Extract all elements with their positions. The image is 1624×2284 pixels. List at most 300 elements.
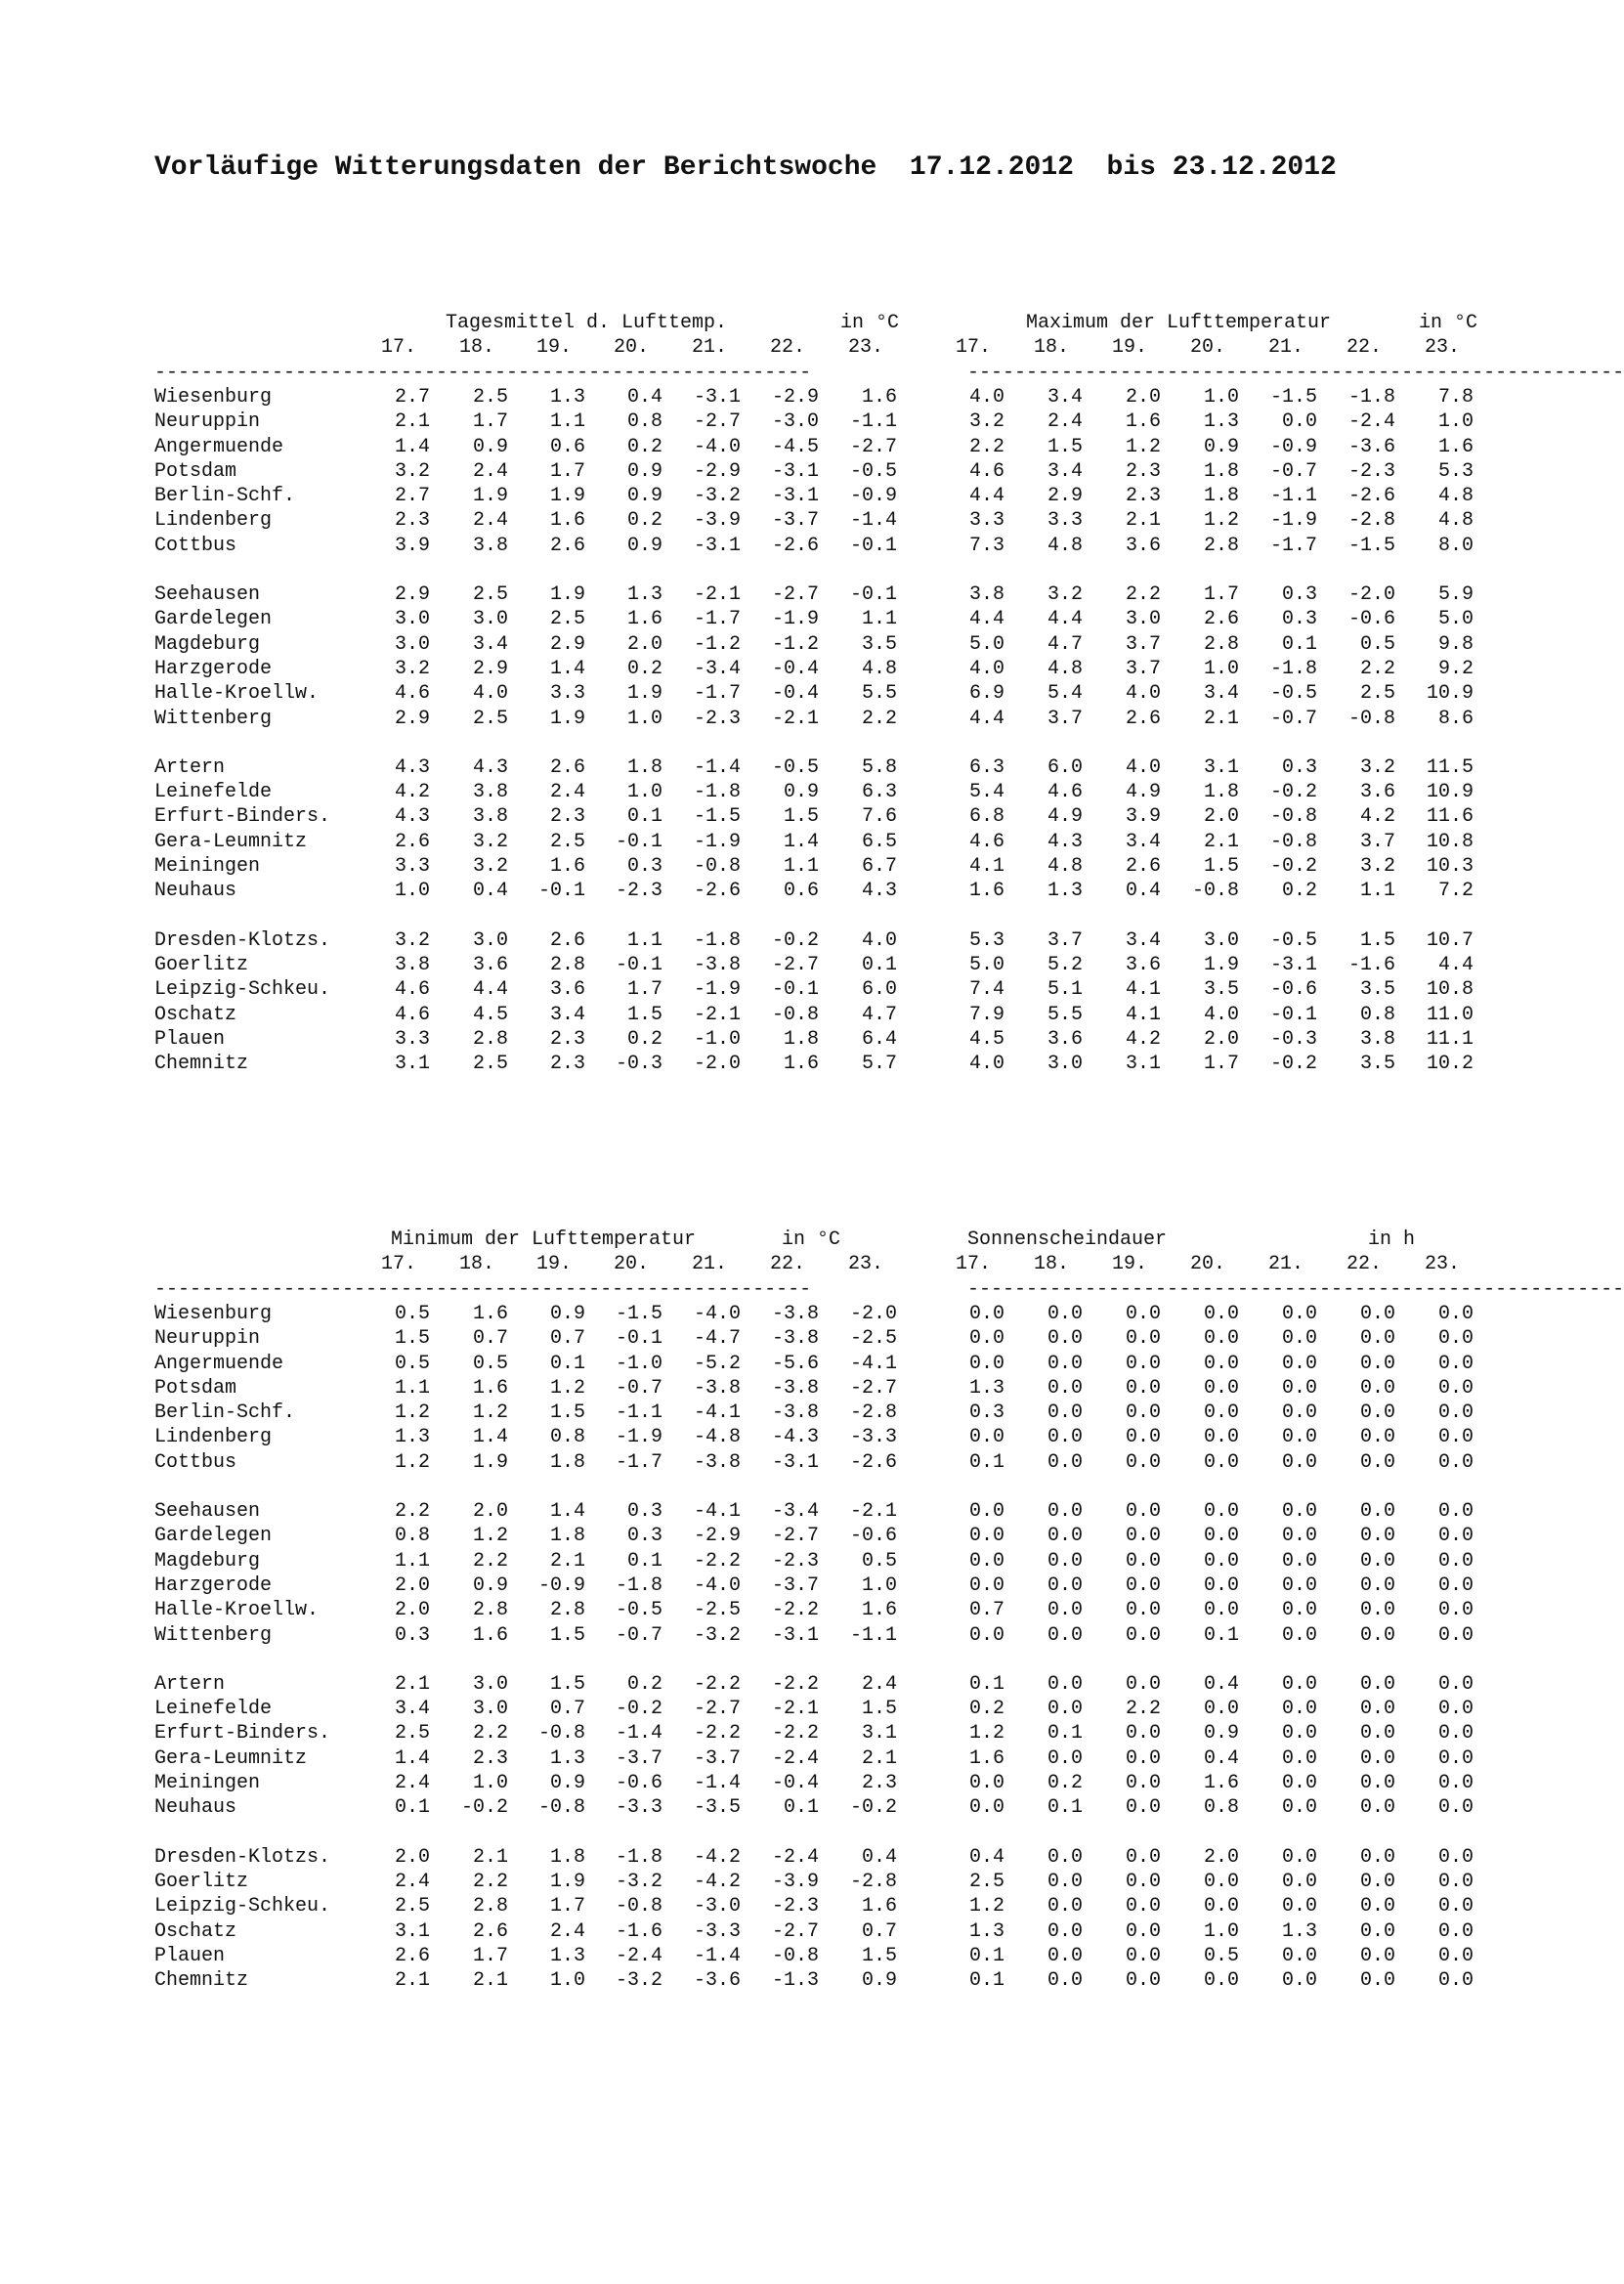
min-value: -3.1 [771,1450,819,1474]
max-value: 10.8 [1426,978,1474,1002]
mean-value: 2.8 [472,1027,508,1051]
sun-value: 0.0 [1359,1327,1395,1351]
max-value: 5.5 [1047,1003,1083,1026]
sun-value: 0.0 [1359,1944,1395,1967]
mean-day-header: 22. [769,336,805,360]
min-value: 2.1 [472,1845,508,1869]
sun-value: 0.2 [968,1698,1004,1721]
max-value: 3.7 [1359,830,1395,853]
max-value: 3.5 [1203,978,1239,1002]
min-value: 1.1 [394,1549,430,1573]
max-value: 4.0 [1125,682,1161,706]
max-value: 3.2 [1359,855,1395,878]
min-value: -2.7 [771,1919,819,1943]
sun-value: 0.0 [1203,1500,1239,1523]
sun-value: 0.0 [1125,1796,1161,1820]
min-value: 2.2 [472,1549,508,1573]
mean-value: -1.2 [693,632,741,656]
station-name: Artern [154,755,226,779]
min-value: -3.8 [693,1376,741,1400]
sun-value: 0.0 [968,1352,1004,1375]
mean-value: -2.1 [693,1003,741,1026]
sun-value: 0.0 [1437,1796,1474,1820]
station-name: Halle-Kroellw. [154,682,320,706]
mean-value: -1.7 [693,682,741,706]
max-value: 0.9 [1203,435,1239,458]
max-value: -0.2 [1269,855,1317,878]
table-row [0,1795,1615,1820]
mean-value: 0.2 [626,657,662,680]
sun-value: 0.0 [1203,1599,1239,1622]
min-value: 1.2 [472,1401,508,1425]
sun-value: 0.0 [1203,1327,1239,1351]
mean-value: -4.5 [771,435,819,458]
sun-day-header: 21. [1267,1253,1303,1276]
table-row [0,1376,1615,1401]
station-name: Plauen [154,1944,226,1967]
mean-value: 2.5 [472,583,508,606]
sun-value: 0.0 [1359,1895,1395,1918]
min-value: -0.7 [615,1376,662,1400]
sun-value: 0.0 [1281,1772,1317,1794]
mean-value: 4.5 [472,1003,508,1026]
max-value: 6.9 [968,682,1004,706]
min-value: -1.1 [849,1623,897,1647]
sun-value: 0.0 [968,1623,1004,1647]
table-row [0,1499,1615,1524]
min-value: -0.8 [537,1722,585,1745]
max-value: 0.3 [1281,608,1317,631]
max-value: 3.3 [968,509,1004,533]
mean-value: 1.7 [549,459,585,483]
max-value: 2.3 [1125,485,1161,508]
mean-value: 0.9 [472,435,508,458]
mean-value: 1.4 [394,435,430,458]
mean-value: 0.4 [626,385,662,409]
sun-value: 0.0 [1437,1376,1474,1400]
mean-value: 6.5 [861,830,897,853]
max-value: -0.6 [1347,608,1395,631]
station-name: Wiesenburg [154,1302,273,1325]
max-value: 3.8 [1359,1027,1395,1051]
max-value: 1.2 [1203,509,1239,533]
sun-value: 0.3 [968,1401,1004,1425]
max-value: 3.4 [1125,928,1161,952]
sun-value: 1.0 [1203,1919,1239,1943]
mean-value: -2.7 [849,435,897,458]
mean-value: 1.3 [549,385,585,409]
mean-value: 3.2 [394,459,430,483]
sun-value: 0.0 [1359,1722,1395,1745]
mean-value: 2.6 [549,928,585,952]
mean-value: 2.6 [549,755,585,779]
max-value: 4.9 [1047,805,1083,829]
sun-value: 0.0 [968,1796,1004,1820]
max-value: 1.6 [968,880,1004,903]
max-value: 11.5 [1426,755,1474,779]
mean-value: 4.4 [472,978,508,1002]
min-value: -1.7 [615,1450,662,1474]
max-value: 3.2 [968,410,1004,434]
max-value: 4.6 [968,459,1004,483]
mean-value: -0.1 [615,830,662,853]
sun-value: 0.0 [1203,1302,1239,1325]
mean-value: 7.6 [861,805,897,829]
mean-value: -1.7 [693,608,741,631]
station-name: Lindenberg [154,509,273,533]
station-name: Neuhaus [154,1796,237,1820]
mean-value: 2.9 [549,632,585,656]
min-value: 1.1 [394,1376,430,1400]
min-value: -3.2 [615,1870,662,1893]
sun-value: 0.0 [1281,1376,1317,1400]
table-row [0,830,1615,854]
max-day-header: 23. [1424,336,1460,360]
mean-value: 1.3 [626,583,662,606]
max-value: 2.3 [1125,459,1161,483]
mean-value: -0.2 [771,928,819,952]
max-value: 3.1 [1203,755,1239,779]
min-value: 0.2 [626,1672,662,1696]
mean-value: 1.0 [626,707,662,730]
station-name: Cottbus [154,1450,237,1474]
mean-value: 1.9 [472,485,508,508]
max-value: 4.9 [1125,781,1161,804]
mean-value: -3.8 [693,953,741,976]
sun-value: 0.0 [1359,1919,1395,1943]
sun-value: 0.0 [1281,1895,1317,1918]
mean-value: 3.3 [394,855,430,878]
sun-value: 0.0 [1359,1672,1395,1696]
sun-value: 0.0 [1047,1969,1083,1993]
mean-value: 2.3 [549,1053,585,1076]
table-row [0,804,1615,829]
mean-value: 2.9 [394,583,430,606]
sun-value: 0.0 [968,1573,1004,1597]
max-value: 0.3 [1281,583,1317,606]
table-row [0,1697,1615,1721]
max-value: 4.0 [1125,755,1161,779]
sun-value: 0.0 [1437,1500,1474,1523]
max-value: -0.2 [1269,1053,1317,1076]
min-value: -0.4 [771,1772,819,1794]
mean-value: 4.7 [861,1003,897,1026]
mean-value: -3.1 [771,485,819,508]
mean-value: 1.6 [861,385,897,409]
max-value: 11.0 [1426,1003,1474,1026]
mean-value: 0.9 [783,781,819,804]
min-value: -3.2 [615,1969,662,1993]
max-value: 4.1 [968,855,1004,878]
sun-value: 0.0 [1437,1895,1474,1918]
mean-value: 3.4 [472,632,508,656]
sun-value: 0.0 [1359,1302,1395,1325]
sun-value: 0.0 [1359,1500,1395,1523]
max-value: 1.6 [1125,410,1161,434]
mean-value: 3.5 [861,632,897,656]
sun-value: 1.2 [968,1895,1004,1918]
min-unit: in °C [782,1228,841,1251]
min-value: 0.1 [549,1352,585,1375]
max-value: 4.4 [1047,608,1083,631]
mean-value: 2.5 [472,385,508,409]
min-value: -2.4 [615,1944,662,1967]
mean-value: 1.6 [626,608,662,631]
mean-value: -4.0 [693,435,741,458]
station-name: Magdeburg [154,632,261,656]
sun-value: 0.0 [1047,1450,1083,1474]
max-value: 5.0 [1437,608,1474,631]
sun-value: 0.0 [1437,1401,1474,1425]
min-value: -3.2 [693,1623,741,1647]
max-value: 4.3 [1047,830,1083,853]
mean-value: 1.5 [783,805,819,829]
sun-day-header: 23. [1424,1253,1460,1276]
mean-value: 4.3 [394,805,430,829]
min-value: 2.0 [394,1845,430,1869]
min-value: 0.5 [861,1549,897,1573]
table-row [0,780,1615,804]
table-row [0,582,1615,607]
min-value: 1.6 [472,1376,508,1400]
sun-value: 0.4 [1203,1746,1239,1770]
max-value: 4.6 [1047,781,1083,804]
mean-value: -3.0 [771,410,819,434]
mean-value: 0.6 [549,435,585,458]
min-value: -2.5 [849,1327,897,1351]
mean-value: 4.3 [394,755,430,779]
max-value: 2.4 [1047,410,1083,434]
sun-value: 0.0 [1203,1895,1239,1918]
mean-value: 1.1 [861,608,897,631]
sun-value: 0.0 [1281,1845,1317,1869]
mean-value: 3.3 [394,1027,430,1051]
sun-value: 0.0 [1281,1500,1317,1523]
station-name: Gardelegen [154,1525,273,1548]
sun-value: 0.0 [1281,1969,1317,1993]
max-value: -2.8 [1347,509,1395,533]
sun-unit: in h [1368,1228,1416,1251]
max-value: 6.3 [968,755,1004,779]
mean-value: -2.6 [693,880,741,903]
sun-value: 0.0 [1437,1327,1474,1351]
day-header-row [0,1252,1615,1276]
min-value: 1.5 [861,1698,897,1721]
min-value: 1.7 [549,1895,585,1918]
min-value: -3.9 [771,1870,819,1893]
min-value: 2.1 [394,1969,430,1993]
sun-value: 0.0 [1281,1426,1317,1449]
mean-value: 2.9 [394,707,430,730]
max-value: -0.5 [1269,682,1317,706]
min-day-header: 18. [458,1253,494,1276]
table-row [0,1302,1615,1326]
sun-value: 0.0 [1281,1573,1317,1597]
min-value: 1.5 [549,1672,585,1696]
sun-value: 0.0 [1359,1746,1395,1770]
min-value: -3.8 [771,1376,819,1400]
station-name: Wittenberg [154,1623,273,1647]
min-value: 2.4 [394,1772,430,1794]
mean-value: 1.4 [549,657,585,680]
table-row [0,928,1615,953]
station-name: Magdeburg [154,1549,261,1573]
min-value: -4.2 [693,1870,741,1893]
sun-value: 0.0 [1359,1796,1395,1820]
min-value: 0.8 [549,1426,585,1449]
max-value: 6.8 [968,805,1004,829]
table-row [0,854,1615,879]
mean-value: -0.8 [771,1003,819,1026]
mean-value: 1.9 [549,485,585,508]
min-value: 1.7 [472,1944,508,1967]
station-name: Angermuende [154,435,284,458]
min-value: -2.7 [849,1376,897,1400]
sun-value: 0.0 [1281,1944,1317,1967]
mean-value: -2.7 [693,410,741,434]
mean-value: 2.6 [549,534,585,557]
mean-value: -1.8 [693,781,741,804]
sun-title: Sonnenscheindauer [967,1228,1168,1251]
max-value: 2.2 [1359,657,1395,680]
max-value: 1.9 [1203,953,1239,976]
max-value: 2.0 [1203,805,1239,829]
table-row [0,1401,1615,1425]
station-name: Seehausen [154,1500,261,1523]
max-value: 1.0 [1437,410,1474,434]
table-row [0,1027,1615,1052]
max-value: 2.1 [1125,509,1161,533]
max-value: 2.1 [1203,830,1239,853]
max-value: 4.0 [1203,1003,1239,1026]
min-value: 0.9 [549,1302,585,1325]
max-value: 2.0 [1203,1027,1239,1051]
sun-value: 0.0 [1281,1698,1317,1721]
station-name: Berlin-Schf. [154,485,296,508]
min-value: 1.0 [549,1969,585,1993]
station-name: Chemnitz [154,1053,249,1076]
sun-value: 0.0 [968,1500,1004,1523]
station-name: Lindenberg [154,1426,273,1449]
max-value: 7.2 [1437,880,1474,903]
mean-value: 0.4 [472,880,508,903]
sun-value: 0.0 [1359,1525,1395,1548]
mean-value: 0.2 [626,1027,662,1051]
mean-value: 4.2 [394,781,430,804]
mean-value: 3.0 [472,608,508,631]
max-value: 5.3 [1437,459,1474,483]
max-value: 4.8 [1437,485,1474,508]
sun-value: 0.0 [1125,1376,1161,1400]
station-name: Oschatz [154,1003,237,1026]
sun-value: 2.5 [968,1870,1004,1893]
max-value: 4.2 [1125,1027,1161,1051]
sun-value: 0.0 [1437,1672,1474,1696]
min-value: -3.7 [693,1746,741,1770]
mean-value: 2.7 [394,485,430,508]
sun-value: 0.0 [1125,1500,1161,1523]
mean-value: 1.1 [783,855,819,878]
min-value: 0.5 [394,1302,430,1325]
sun-value: 0.0 [1203,1401,1239,1425]
min-value: -0.2 [615,1698,662,1721]
max-value: 4.6 [968,830,1004,853]
sun-value: 0.0 [1359,1969,1395,1993]
max-value: 7.9 [968,1003,1004,1026]
max-value: 3.7 [1047,707,1083,730]
max-value: 3.3 [1047,509,1083,533]
max-value: 1.3 [1047,880,1083,903]
min-value: -4.3 [771,1426,819,1449]
station-name: Harzgerode [154,657,273,680]
mean-value: -0.4 [771,682,819,706]
sun-value: 0.0 [1047,1870,1083,1893]
sun-value: 0.0 [1281,1746,1317,1770]
station-name: Leipzig-Schkeu. [154,978,331,1002]
max-value: -1.8 [1347,385,1395,409]
min-value: 1.6 [861,1599,897,1622]
mean-value: -2.3 [615,880,662,903]
min-day-header: 17. [380,1253,416,1276]
sun-value: 0.5 [1203,1944,1239,1967]
max-value: 9.8 [1437,632,1474,656]
max-value: 2.8 [1203,534,1239,557]
min-value: 1.9 [472,1450,508,1474]
min-value: 2.6 [394,1944,430,1967]
sun-value: 0.0 [1047,1746,1083,1770]
mean-value: 6.0 [861,978,897,1002]
sun-value: 0.0 [1437,1426,1474,1449]
table-row [0,1450,1615,1475]
min-value: -2.7 [693,1698,741,1721]
table-row [0,1771,1615,1795]
max-value: 1.8 [1203,459,1239,483]
max-value: 1.5 [1203,855,1239,878]
min-value: -1.8 [615,1845,662,1869]
station-name: Plauen [154,1027,226,1051]
min-value: -2.2 [771,1722,819,1745]
max-value: 7.8 [1437,385,1474,409]
station-name: Goerlitz [154,953,249,976]
min-value: -2.3 [771,1895,819,1918]
mean-value: -3.4 [693,657,741,680]
mean-value: -2.9 [771,385,819,409]
mean-value: 0.1 [626,805,662,829]
sun-value: 0.0 [968,1302,1004,1325]
max-value: 4.4 [968,485,1004,508]
dashed-separator: -------------------------------------------------------- [967,1277,1624,1301]
max-value: -0.8 [1269,830,1317,853]
max-value: 11.6 [1426,805,1474,829]
min-value: 2.2 [394,1500,430,1523]
sun-value: 0.1 [1203,1623,1239,1647]
min-day-header: 19. [535,1253,572,1276]
table-row [0,1326,1615,1351]
sun-value: 0.0 [1203,1549,1239,1573]
mean-value: 3.0 [394,632,430,656]
day-header-row [0,335,1615,360]
max-title: Maximum der Lufttemperatur [1026,312,1332,334]
mean-value: 3.3 [549,682,585,706]
mean-value: 3.2 [472,830,508,853]
max-value: 11.1 [1426,1027,1474,1051]
sun-value: 0.0 [1125,1525,1161,1548]
table-row [0,681,1615,706]
min-value: -0.8 [537,1796,585,1820]
sun-value: 0.0 [1203,1969,1239,1993]
max-value: -2.0 [1347,583,1395,606]
max-value: 5.4 [1047,682,1083,706]
